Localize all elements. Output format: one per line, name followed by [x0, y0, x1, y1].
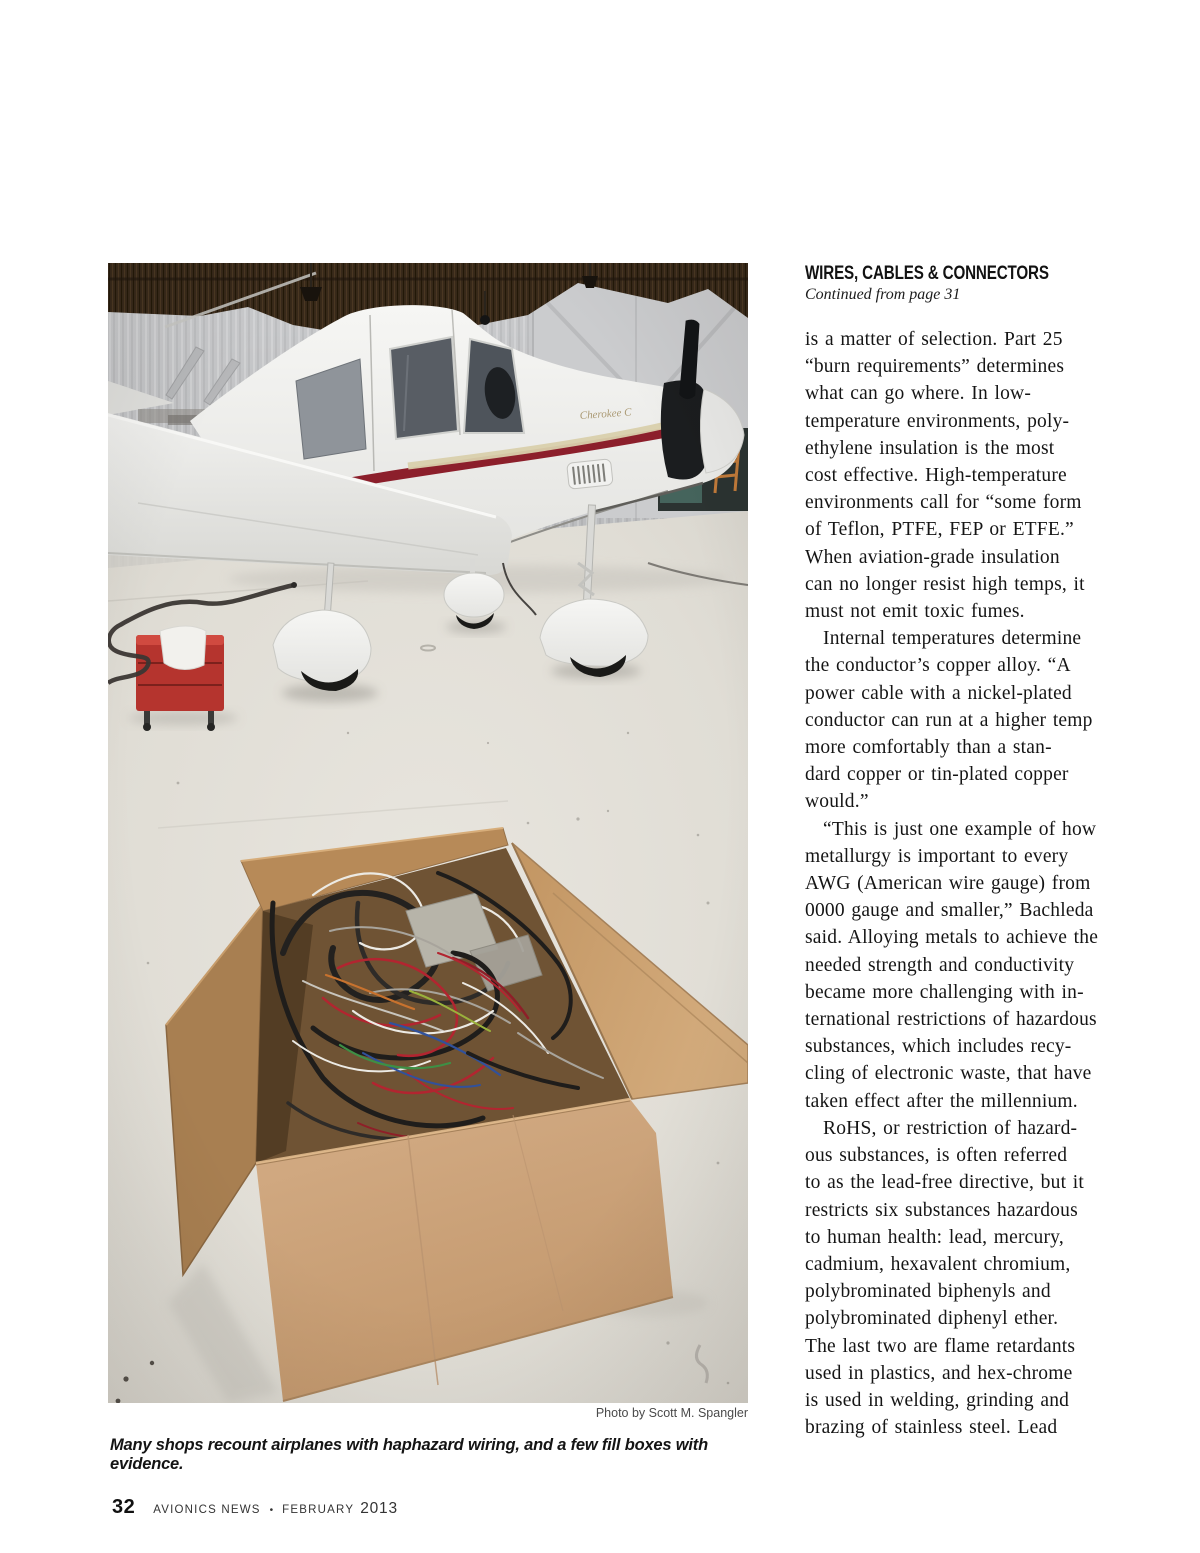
text-line: brazing of stainless steel. Lead	[805, 1417, 1058, 1439]
text-line: ethylene insulation is the most	[805, 437, 1055, 459]
text-line: The last two are flame retardants	[805, 1335, 1076, 1357]
footer-separator: •	[269, 1505, 274, 1516]
hangar-photo-art	[108, 263, 748, 1403]
publication-name: AVIONICS NEWS	[153, 1504, 261, 1516]
text-line: more comfortably than a stan-	[805, 737, 1052, 759]
photo-caption: Many shops recount airplanes with haphazard wiring, and a few fill boxes with evidence.	[110, 1436, 708, 1473]
text-line: substances, which includes recy-	[805, 1036, 1072, 1058]
paragraph	[805, 625, 1135, 815]
paragraph	[805, 816, 1135, 1115]
text-line: 0000 gauge and smaller,” Bachleda	[805, 900, 1094, 922]
text-line: RoHS, or restriction of hazard-	[823, 1117, 1078, 1139]
text-line: is a matter of selection. Part 25	[805, 329, 1063, 350]
text-line: needed strength and conductivity	[805, 954, 1075, 976]
text-line: cling of electronic waste, that have	[805, 1063, 1092, 1085]
text-line: cadmium, hexavalent chromium,	[805, 1253, 1071, 1275]
text-line: “This is just one example of how	[823, 818, 1097, 840]
text-line: temperature environments, poly-	[805, 410, 1070, 432]
text-line: taken effect after the millennium.	[805, 1090, 1078, 1112]
paragraph	[805, 326, 1135, 625]
article-title: WIRES, CABLES & CONNECTORS	[805, 263, 1049, 284]
text-line: Internal temperatures determine	[823, 628, 1082, 650]
text-line: would.”	[805, 791, 869, 813]
text-line: restricts six substances hazardous	[805, 1199, 1078, 1221]
text-line: polybrominated biphenyls and	[805, 1281, 1051, 1303]
text-line: is used in welding, grinding and	[805, 1389, 1070, 1411]
text-line: became more challenging with in-	[805, 981, 1084, 1003]
text-line: to as the lead-free directive, but it	[805, 1172, 1084, 1194]
text-line: AWG (American wire gauge) from	[805, 873, 1091, 895]
text-line: ternational restrictions of hazardous	[805, 1009, 1097, 1031]
page-footer	[112, 1496, 398, 1519]
text-line: metallurgy is important to every	[805, 845, 1069, 867]
issue-year: 2013	[360, 1500, 398, 1517]
text-line: When aviation-grade insulation	[805, 546, 1060, 568]
text-line: ous substances, is often referred	[805, 1145, 1068, 1167]
text-line: what can go where. In low-	[805, 383, 1032, 405]
hangar-photo	[108, 263, 748, 1403]
text-line: cost effective. High-temperature	[805, 465, 1067, 487]
text-line: environments call for “some form	[805, 492, 1082, 514]
article-body	[805, 326, 1135, 1441]
page-number: 32	[112, 1496, 136, 1518]
paragraph	[805, 1115, 1135, 1441]
article-column	[805, 263, 1135, 1441]
continued-note: Continued from page 31	[805, 286, 961, 303]
text-line: polybrominated diphenyl ether.	[805, 1308, 1059, 1330]
issue-month: FEBRUARY	[282, 1504, 355, 1516]
text-line: power cable with a nickel-plated	[805, 682, 1072, 704]
text-line: to human health: lead, mercury,	[805, 1226, 1064, 1248]
text-line: must not emit toxic fumes.	[805, 601, 1025, 623]
text-line: conductor can run at a higher temp	[805, 709, 1093, 731]
photo-credit: Photo by Scott M. Spangler	[595, 1406, 748, 1420]
text-line: of Teflon, PTFE, FEP or ETFE.”	[805, 519, 1074, 541]
text-line: dard copper or tin-plated copper	[805, 764, 1069, 786]
text-line: the conductor’s copper alloy. “A	[805, 655, 1071, 677]
photo-vignette	[108, 263, 748, 1403]
text-line: “burn requirements” determines	[805, 356, 1065, 378]
text-line: said. Alloying metals to achieve the	[805, 927, 1099, 949]
text-line: can no longer resist high temps, it	[805, 573, 1085, 595]
text-line: used in plastics, and hex-chrome	[805, 1362, 1073, 1384]
